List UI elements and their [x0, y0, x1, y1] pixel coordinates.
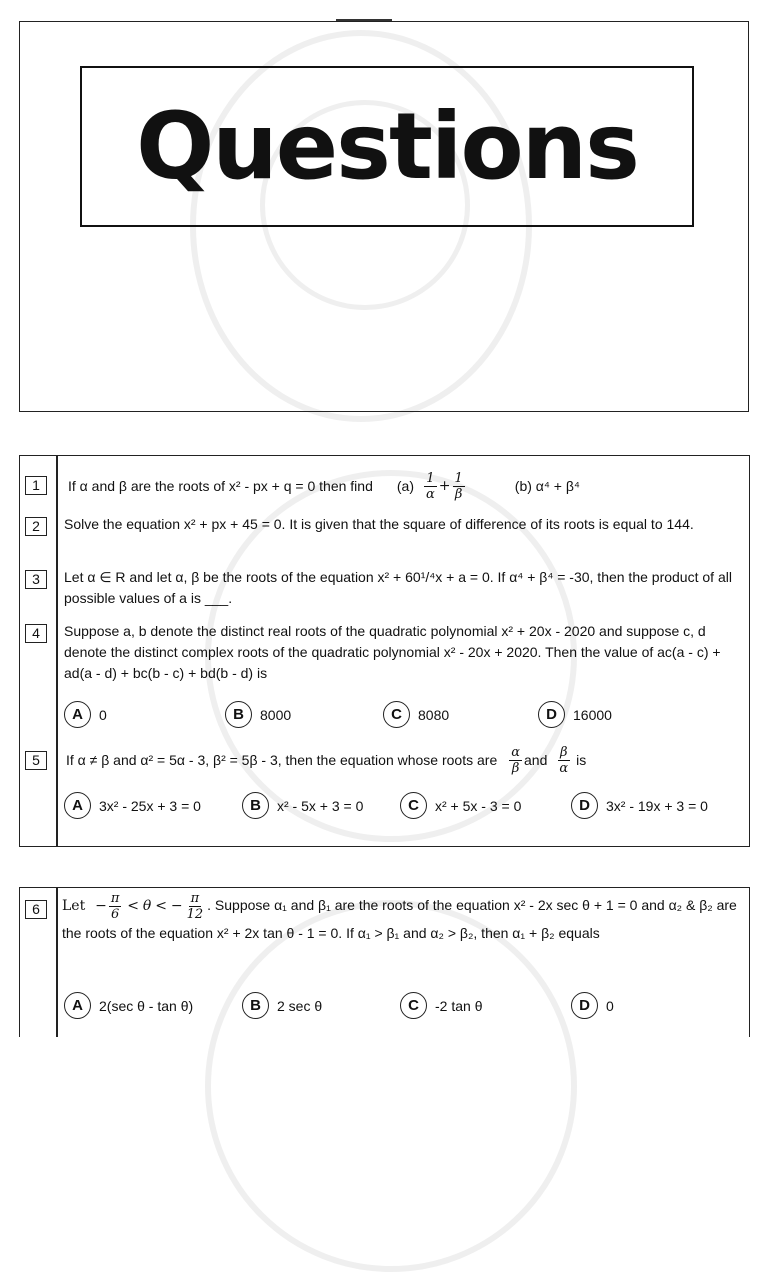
option-badge: D [571, 992, 598, 1019]
question-number: 3 [25, 570, 47, 589]
fraction-beta-over-alpha: $\frac{\beta}{\alpha}$ [559, 744, 569, 776]
question-3-text: Let α ∈ R and let α, β be the roots of the equation x² + 60¹/⁴x + a = 0. If α⁴ + β⁴ = -30, then the product of all possible values of a is ___. [64, 569, 732, 606]
option-value: 3x² - 25x + 3 = 0 [99, 797, 201, 814]
option-b[interactable] [242, 792, 363, 819]
option-badge: A [64, 701, 91, 728]
option-badge: A [64, 792, 91, 819]
option-badge: A [64, 992, 91, 1019]
question-table-1 [19, 455, 750, 847]
question-5 [66, 740, 743, 780]
question-5-tail: is [576, 751, 587, 768]
option-badge: B [242, 792, 269, 819]
option-value: 3x² - 19x + 3 = 0 [606, 797, 708, 814]
option-value: x² + 5x - 3 = 0 [435, 797, 522, 814]
column-divider [56, 888, 58, 1037]
option-value: 8000 [260, 706, 292, 723]
option-value: 2 sec θ [277, 997, 323, 1014]
option-badge: C [400, 992, 427, 1019]
option-value: 0 [99, 706, 107, 723]
fraction-one-over-alpha: $\frac{1}{\alpha}$ [426, 470, 435, 502]
option-value: x² - 5x + 3 = 0 [277, 797, 364, 814]
option-d[interactable] [571, 792, 708, 819]
question-6-text: . Suppose α₁ and β₁ are the roots of the equation x² - 2x sec θ + 1 = 0 and α₂ & β₂ are the roots of the equation x² + 2x tan θ - 1 = 0. If α₁ > β₁ and α₂ > β₂, then α₁ + β₂ equals [62, 897, 737, 941]
option-value: 2(sec θ - tan θ) [99, 997, 194, 1014]
title-box [80, 66, 694, 227]
option-value: 16000 [573, 706, 612, 723]
option-c[interactable] [400, 792, 521, 819]
option-badge: D [571, 792, 598, 819]
question-1-text: If α and β are the roots of x² - px + q = 0 then find [68, 477, 373, 494]
minus-sign: − [170, 898, 183, 915]
fraction-pi-over-12: $\frac{\pi}{12}$ [186, 891, 204, 922]
column-divider [56, 456, 58, 846]
option-value: -2 tan θ [435, 997, 483, 1014]
minus-sign: − [95, 898, 107, 915]
option-a[interactable] [64, 792, 201, 819]
question-5-mid: and [524, 751, 548, 768]
question-4-text: Suppose a, b denote the distinct real roots of the quadratic polynomial x² + 20x - 2020 and suppose c, d denote the distinct complex roots of the quadratic polynomial x² - 20x + 2020. Then the value of ac(a - c) + ad(a - d) + bc(b - c) + bd(b - d) is [64, 623, 721, 681]
option-a[interactable] [64, 992, 193, 1019]
option-b[interactable] [242, 992, 322, 1019]
question-number: 4 [25, 624, 47, 643]
option-badge: C [400, 792, 427, 819]
question-2-text: Solve the equation x² + px + 45 = 0. It is given that the square of difference of its roots is equal to 144. [64, 516, 694, 532]
question-number: 6 [25, 900, 47, 919]
fraction-one-over-beta: $\frac{1}{\beta}$ [454, 470, 463, 502]
question-number: 5 [25, 751, 47, 770]
option-b[interactable] [225, 701, 291, 728]
option-value: 8080 [418, 706, 450, 723]
fraction-alpha-over-beta: $\frac{\alpha}{\beta}$ [511, 744, 521, 776]
question-number: 2 [25, 517, 47, 536]
fraction-pi-over-6: $\frac{\pi}{6}$ [110, 891, 120, 922]
less-than: < [127, 898, 140, 915]
question-5-text: If α ≠ β and α² = 5α - 3, β² = 5β - 3, then the equation whose roots are [66, 751, 498, 768]
option-badge: B [242, 992, 269, 1019]
option-d[interactable] [538, 701, 612, 728]
question-1-part-b: (b) α⁴ + β⁴ [514, 477, 580, 494]
title-card [19, 21, 749, 412]
option-value: 0 [606, 997, 614, 1014]
less-than: < [155, 898, 167, 915]
theta: θ [142, 898, 152, 915]
option-badge: B [225, 701, 252, 728]
question-1 [68, 466, 743, 506]
question-table-2 [19, 887, 750, 1037]
question-6-lead: Let [62, 898, 86, 915]
option-badge: C [383, 701, 410, 728]
option-c[interactable] [400, 992, 482, 1019]
question-1-part-a-label: (a) [396, 477, 414, 494]
page-title: Questions [136, 93, 638, 200]
option-d[interactable] [571, 992, 614, 1019]
plus-sign: + [438, 477, 451, 494]
option-badge: D [538, 701, 565, 728]
option-c[interactable] [383, 701, 449, 728]
question-number: 1 [25, 476, 47, 495]
question-6 [62, 891, 743, 944]
option-a[interactable] [64, 701, 107, 728]
